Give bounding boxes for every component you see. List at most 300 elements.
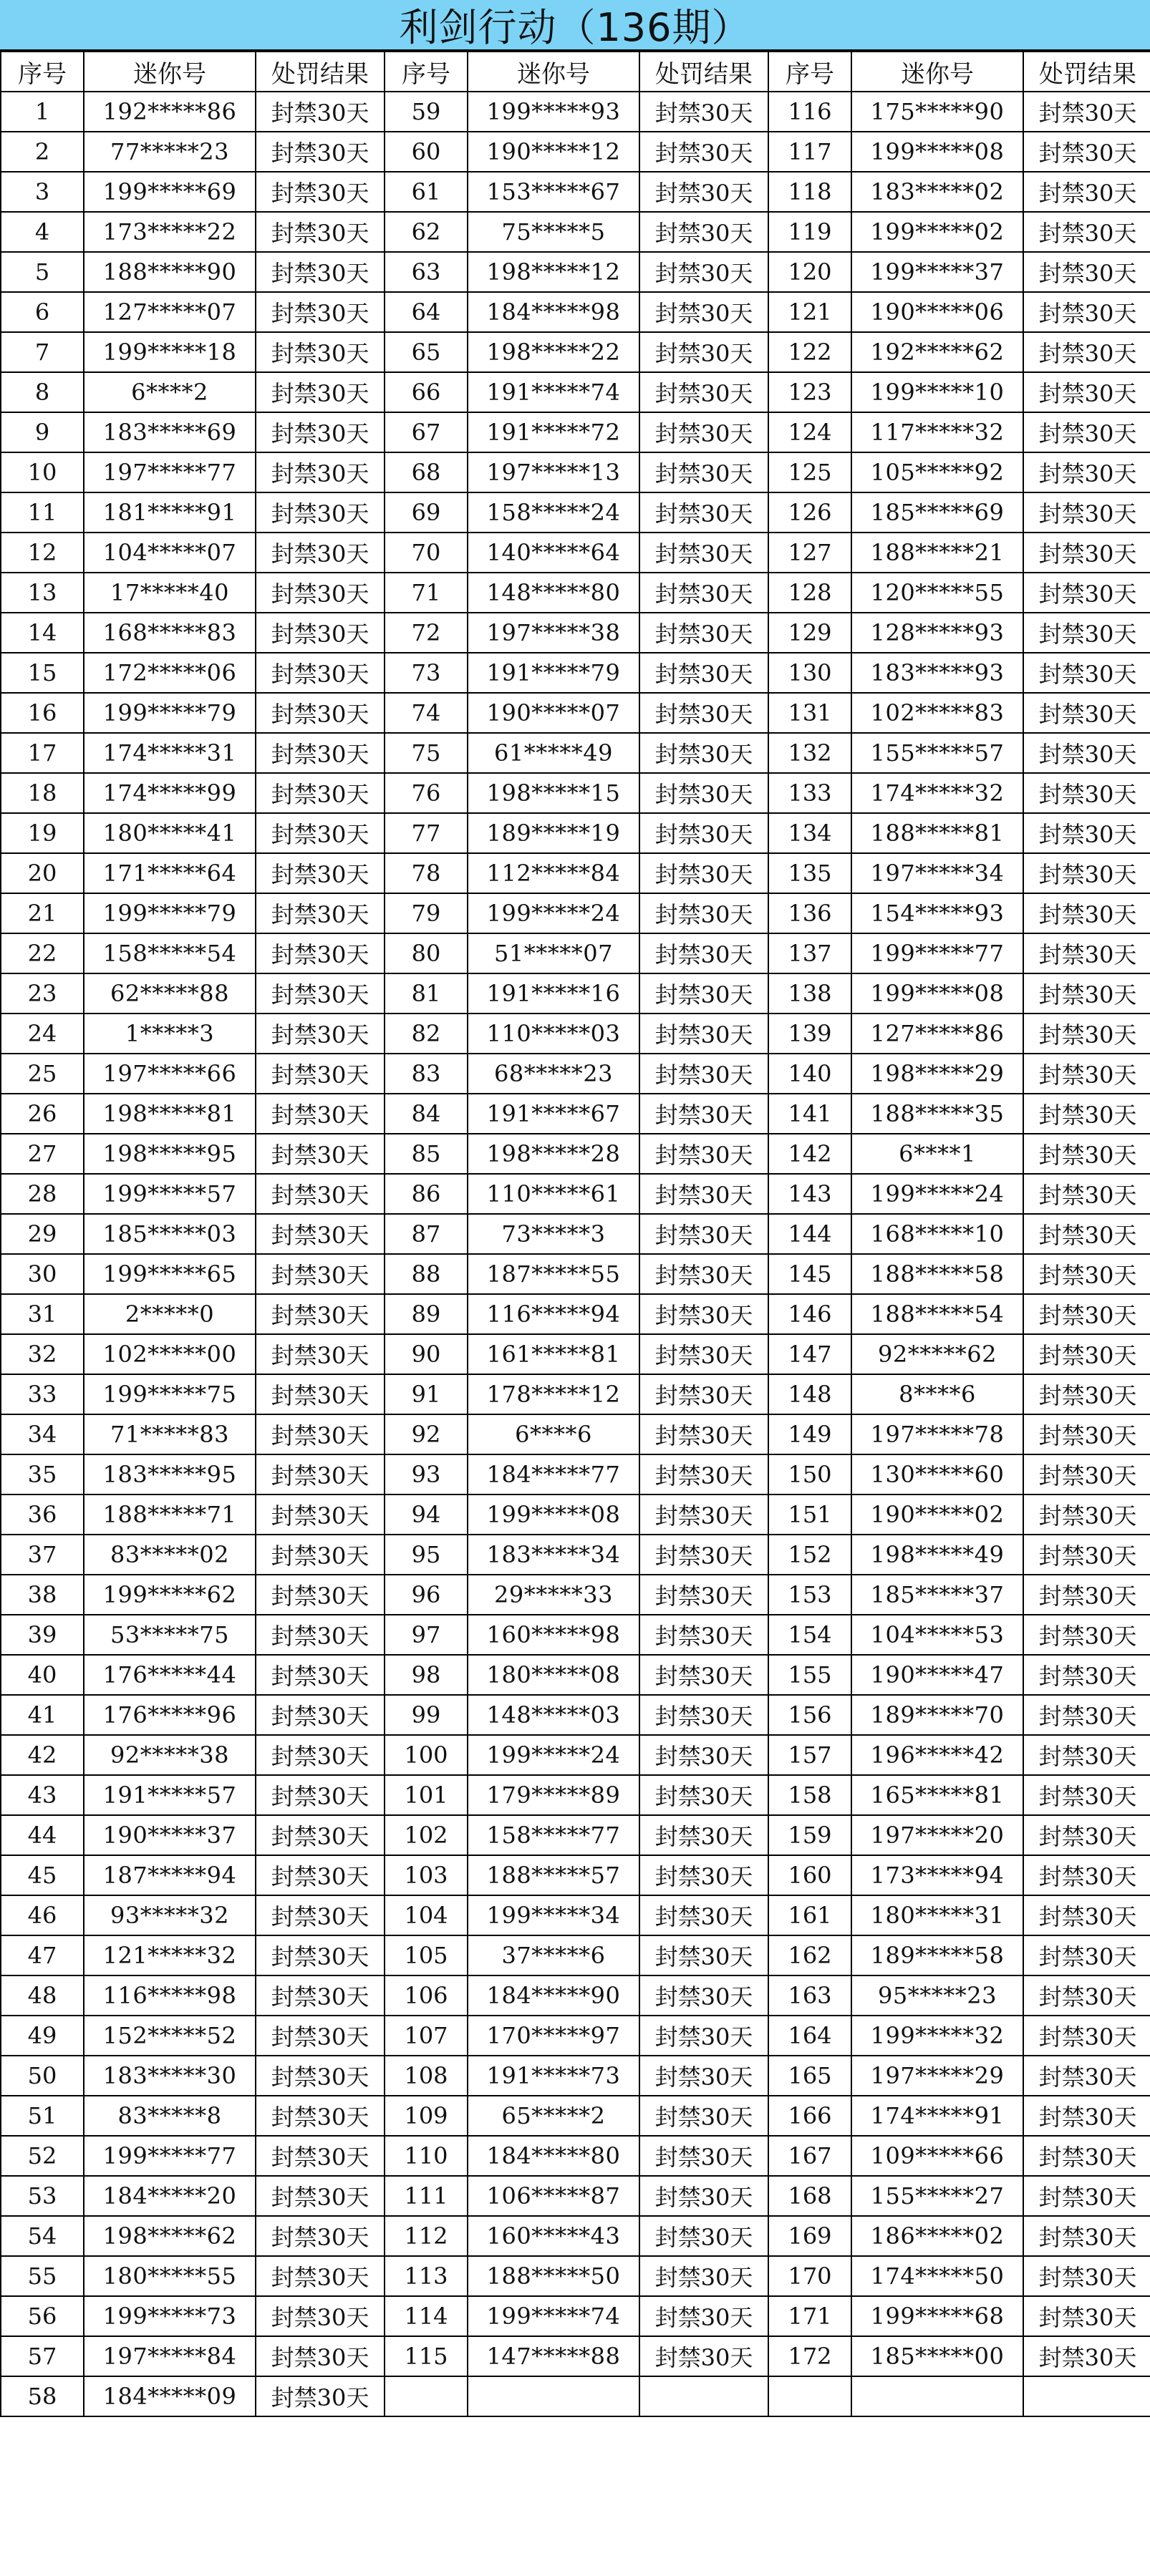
seq-cell: 95: [385, 1535, 468, 1575]
result-cell: 封禁30天: [639, 332, 768, 372]
mini-id-cell: 83*****8: [84, 2096, 256, 2136]
result-cell: 封禁30天: [639, 2296, 768, 2336]
mini-id-cell: 190*****47: [851, 1655, 1023, 1695]
seq-cell: 134: [768, 813, 851, 853]
mini-id-cell: 197*****84: [84, 2336, 256, 2376]
mini-id-cell: 174*****91: [851, 2096, 1023, 2136]
mini-id-cell: 199*****08: [851, 132, 1023, 172]
result-cell: 封禁30天: [256, 172, 385, 212]
result-cell: 封禁30天: [256, 853, 385, 893]
seq-cell: 91: [385, 1374, 468, 1414]
mini-id-cell: 153*****67: [468, 172, 639, 212]
mini-id-cell: 197*****20: [851, 1815, 1023, 1855]
result-cell: 封禁30天: [256, 1134, 385, 1174]
result-cell: 封禁30天: [1023, 1935, 1150, 1975]
seq-cell: 20: [1, 853, 84, 893]
seq-cell: 140: [768, 1054, 851, 1094]
seq-cell: 164: [768, 2016, 851, 2056]
seq-cell: 22: [1, 933, 84, 973]
seq-cell: 77: [385, 813, 468, 853]
result-cell: 封禁30天: [639, 693, 768, 733]
table-row: [1, 412, 1150, 452]
seq-cell: 16: [1, 693, 84, 733]
result-cell: 封禁30天: [639, 372, 768, 412]
mini-id-cell: 199*****93: [468, 92, 639, 132]
seq-cell: 10: [1, 452, 84, 492]
mini-id-cell: 186*****02: [851, 2216, 1023, 2256]
seq-cell: 99: [385, 1695, 468, 1735]
mini-id-cell: 104*****07: [84, 533, 256, 573]
seq-cell: 43: [1, 1775, 84, 1815]
mini-id-cell: 199*****32: [851, 2016, 1023, 2056]
result-cell: 封禁30天: [1023, 452, 1150, 492]
table-row: [1, 1855, 1150, 1895]
mini-id-cell: 198*****95: [84, 1134, 256, 1174]
seq-cell: 37: [1, 1535, 84, 1575]
mini-id-cell: 158*****24: [468, 492, 639, 533]
mini-id-cell: 197*****66: [84, 1054, 256, 1094]
seq-cell: 129: [768, 613, 851, 653]
result-cell: 封禁30天: [1023, 1054, 1150, 1094]
mini-id-cell: 173*****22: [84, 212, 256, 252]
seq-cell: 32: [1, 1334, 84, 1374]
result-cell: 封禁30天: [1023, 1214, 1150, 1254]
result-cell: 封禁30天: [639, 733, 768, 773]
table-row: [1, 1615, 1150, 1655]
seq-cell: 17: [1, 733, 84, 773]
table-row: [1, 2296, 1150, 2336]
seq-cell: 94: [385, 1494, 468, 1535]
result-cell: 封禁30天: [1023, 252, 1150, 292]
seq-cell: 56: [1, 2296, 84, 2336]
result-cell: 封禁30天: [1023, 1535, 1150, 1575]
table-row: [1, 2176, 1150, 2216]
table-row: [1, 2376, 1150, 2416]
mini-id-cell: 102*****00: [84, 1334, 256, 1374]
result-cell: 封禁30天: [639, 1775, 768, 1815]
seq-cell: 58: [1, 2376, 84, 2416]
result-cell: 封禁30天: [256, 412, 385, 452]
result-cell: 封禁30天: [1023, 1655, 1150, 1695]
table-row: [1, 1735, 1150, 1775]
table-row: [1, 92, 1150, 132]
seq-cell: 74: [385, 693, 468, 733]
result-cell: 封禁30天: [256, 773, 385, 813]
seq-cell: 67: [385, 412, 468, 452]
result-cell: 封禁30天: [256, 1975, 385, 2016]
mini-id-cell: 93*****32: [84, 1895, 256, 1935]
result-cell: 封禁30天: [1023, 212, 1150, 252]
result-cell: 封禁30天: [256, 973, 385, 1014]
result-cell: 封禁30天: [1023, 292, 1150, 332]
mini-id-cell: 188*****71: [84, 1494, 256, 1535]
mini-id-cell: 199*****18: [84, 332, 256, 372]
seq-cell: 15: [1, 653, 84, 693]
mini-id-cell: 155*****57: [851, 733, 1023, 773]
result-cell: 封禁30天: [1023, 2296, 1150, 2336]
seq-cell: 128: [768, 573, 851, 613]
mini-id-cell: 1*****3: [84, 1014, 256, 1054]
seq-cell: 123: [768, 372, 851, 412]
result-cell: 封禁30天: [256, 1054, 385, 1094]
seq-cell: 57: [1, 2336, 84, 2376]
mini-id-cell: 180*****41: [84, 813, 256, 853]
seq-cell: 112: [385, 2216, 468, 2256]
seq-cell: 139: [768, 1014, 851, 1054]
seq-cell: 14: [1, 613, 84, 653]
result-cell: 封禁30天: [256, 2376, 385, 2416]
seq-cell: 39: [1, 1615, 84, 1655]
mini-id-cell: 199*****79: [84, 893, 256, 933]
result-cell: 封禁30天: [256, 893, 385, 933]
seq-cell: 2: [1, 132, 84, 172]
table-row: [1, 933, 1150, 973]
result-cell: 封禁30天: [1023, 1975, 1150, 2016]
mini-id-cell: 174*****50: [851, 2256, 1023, 2296]
result-cell: 封禁30天: [639, 252, 768, 292]
table-row: [1, 292, 1150, 332]
result-cell: 封禁30天: [639, 1454, 768, 1494]
seq-cell: 72: [385, 613, 468, 653]
mini-id-cell: 199*****75: [84, 1374, 256, 1414]
mini-id-cell: 199*****37: [851, 252, 1023, 292]
seq-cell: 30: [1, 1254, 84, 1294]
result-cell: 封禁30天: [1023, 492, 1150, 533]
result-cell: 封禁30天: [256, 1494, 385, 1535]
result-cell: 封禁30天: [1023, 2256, 1150, 2296]
seq-cell: 87: [385, 1214, 468, 1254]
mini-id-cell: 191*****73: [468, 2056, 639, 2096]
mini-id-cell: 154*****93: [851, 893, 1023, 933]
mini-id-cell: 198*****62: [84, 2216, 256, 2256]
result-cell: 封禁30天: [256, 1174, 385, 1214]
result-cell: 封禁30天: [639, 813, 768, 853]
result-cell: 封禁30天: [1023, 813, 1150, 853]
result-cell: 封禁30天: [639, 1575, 768, 1615]
seq-cell: 50: [1, 2056, 84, 2096]
table-row: [1, 533, 1150, 573]
mini-id-cell: 199*****62: [84, 1575, 256, 1615]
result-cell: 封禁30天: [256, 2176, 385, 2216]
mini-id-cell: 116*****94: [468, 1294, 639, 1334]
table-row: [1, 733, 1150, 773]
table-row: [1, 1655, 1150, 1695]
seq-cell: 167: [768, 2136, 851, 2176]
mini-id-cell: 198*****49: [851, 1535, 1023, 1575]
seq-cell: 154: [768, 1615, 851, 1655]
table-row: [1, 1535, 1150, 1575]
result-cell: 封禁30天: [256, 2336, 385, 2376]
mini-id-cell: 62*****88: [84, 973, 256, 1014]
seq-cell: 6: [1, 292, 84, 332]
seq-cell: 81: [385, 973, 468, 1014]
mini-id-cell: 168*****10: [851, 1214, 1023, 1254]
mini-id-cell: 188*****21: [851, 533, 1023, 573]
mini-id-cell: 92*****38: [84, 1735, 256, 1775]
header-result: 处罚结果: [256, 52, 385, 92]
mini-id-cell: 198*****22: [468, 332, 639, 372]
table-row: [1, 1294, 1150, 1334]
seq-cell: 79: [385, 893, 468, 933]
table-row: [1, 1374, 1150, 1414]
result-cell: 封禁30天: [256, 1254, 385, 1294]
mini-id-cell: 185*****69: [851, 492, 1023, 533]
mini-id-cell: 173*****94: [851, 1855, 1023, 1895]
result-cell: 封禁30天: [639, 212, 768, 252]
seq-cell: 35: [1, 1454, 84, 1494]
result-cell: 封禁30天: [1023, 172, 1150, 212]
seq-cell: 45: [1, 1855, 84, 1895]
mini-id-cell: 187*****94: [84, 1855, 256, 1895]
seq-cell: 143: [768, 1174, 851, 1214]
mini-id-cell: 187*****55: [468, 1254, 639, 1294]
mini-id-cell: 189*****70: [851, 1695, 1023, 1735]
seq-cell: 27: [1, 1134, 84, 1174]
table-row: [1, 1695, 1150, 1735]
result-cell: 封禁30天: [639, 2216, 768, 2256]
result-cell: 封禁30天: [256, 653, 385, 693]
mini-id-cell: 180*****55: [84, 2256, 256, 2296]
result-cell: 封禁30天: [1023, 733, 1150, 773]
mini-id-cell: 191*****74: [468, 372, 639, 412]
mini-id-cell: 188*****50: [468, 2256, 639, 2296]
seq-cell: 171: [768, 2296, 851, 2336]
seq-cell: 131: [768, 693, 851, 733]
mini-id-cell: 121*****32: [84, 1935, 256, 1975]
mini-id-cell: 73*****3: [468, 1214, 639, 1254]
mini-id-cell: 174*****32: [851, 773, 1023, 813]
seq-cell: 157: [768, 1735, 851, 1775]
seq-cell: 47: [1, 1935, 84, 1975]
seq-cell: 71: [385, 573, 468, 613]
table-row: [1, 2016, 1150, 2056]
result-cell: 封禁30天: [1023, 2176, 1150, 2216]
result-cell: 封禁30天: [256, 1214, 385, 1254]
mini-id-cell: 183*****34: [468, 1535, 639, 1575]
table-row: [1, 2336, 1150, 2376]
table-row: [1, 1575, 1150, 1615]
table-row: [1, 2056, 1150, 2096]
result-cell: 封禁30天: [1023, 533, 1150, 573]
seq-cell: 28: [1, 1174, 84, 1214]
seq-cell: 63: [385, 252, 468, 292]
mini-id-cell: 37*****6: [468, 1935, 639, 1975]
mini-id-cell: 199*****77: [851, 933, 1023, 973]
result-cell: 封禁30天: [639, 2096, 768, 2136]
mini-id-cell: 184*****09: [84, 2376, 256, 2416]
result-cell: 封禁30天: [639, 492, 768, 533]
result-cell: 封禁30天: [1023, 693, 1150, 733]
mini-id-cell: 155*****27: [851, 2176, 1023, 2216]
header-mini-id: 迷你号: [851, 52, 1023, 92]
seq-cell: 3: [1, 172, 84, 212]
result-cell: 封禁30天: [1023, 1815, 1150, 1855]
mini-id-cell: 190*****02: [851, 1494, 1023, 1535]
mini-id-cell: 199*****10: [851, 372, 1023, 412]
mini-id-cell: 190*****07: [468, 693, 639, 733]
mini-id-cell: 127*****07: [84, 292, 256, 332]
mini-id-cell: 116*****98: [84, 1975, 256, 2016]
result-cell: 封禁30天: [639, 2336, 768, 2376]
mini-id-cell: 6****1: [851, 1134, 1023, 1174]
seq-cell: 65: [385, 332, 468, 372]
empty-cell: [768, 2376, 851, 2416]
result-cell: 封禁30天: [256, 92, 385, 132]
seq-cell: 76: [385, 773, 468, 813]
mini-id-cell: 199*****02: [851, 212, 1023, 252]
mini-id-cell: 188*****54: [851, 1294, 1023, 1334]
seq-cell: 170: [768, 2256, 851, 2296]
result-cell: 封禁30天: [1023, 2336, 1150, 2376]
seq-cell: 93: [385, 1454, 468, 1494]
table-row: [1, 172, 1150, 212]
mini-id-cell: 102*****83: [851, 693, 1023, 733]
result-cell: 封禁30天: [639, 1615, 768, 1655]
mini-id-cell: 104*****53: [851, 1615, 1023, 1655]
table-row: [1, 1975, 1150, 2016]
table-row: [1, 853, 1150, 893]
mini-id-cell: 197*****78: [851, 1414, 1023, 1454]
table-row: [1, 492, 1150, 533]
result-cell: 封禁30天: [256, 2096, 385, 2136]
seq-cell: 132: [768, 733, 851, 773]
seq-cell: 121: [768, 292, 851, 332]
result-cell: 封禁30天: [1023, 853, 1150, 893]
seq-cell: 113: [385, 2256, 468, 2296]
result-cell: 封禁30天: [256, 813, 385, 853]
header-row: [1, 52, 1150, 92]
mini-id-cell: 183*****95: [84, 1454, 256, 1494]
seq-cell: 33: [1, 1374, 84, 1414]
mini-id-cell: 29*****33: [468, 1575, 639, 1615]
result-cell: 封禁30天: [256, 2296, 385, 2336]
result-cell: 封禁30天: [639, 1895, 768, 1935]
table-row: [1, 2216, 1150, 2256]
seq-cell: 44: [1, 1815, 84, 1855]
seq-cell: 153: [768, 1575, 851, 1615]
table-row: [1, 1334, 1150, 1374]
result-cell: 封禁30天: [1023, 412, 1150, 452]
result-cell: 封禁30天: [256, 492, 385, 533]
result-cell: 封禁30天: [1023, 1775, 1150, 1815]
result-cell: 封禁30天: [256, 1775, 385, 1815]
mini-id-cell: 197*****13: [468, 452, 639, 492]
seq-cell: 1: [1, 92, 84, 132]
seq-cell: 51: [1, 2096, 84, 2136]
mini-id-cell: 158*****77: [468, 1815, 639, 1855]
mini-id-cell: 174*****31: [84, 733, 256, 773]
result-cell: 封禁30天: [256, 1094, 385, 1134]
mini-id-cell: 199*****74: [468, 2296, 639, 2336]
seq-cell: 149: [768, 1414, 851, 1454]
mini-id-cell: 165*****81: [851, 1775, 1023, 1815]
empty-cell: [468, 2376, 639, 2416]
result-cell: 封禁30天: [256, 1334, 385, 1374]
result-cell: 封禁30天: [256, 132, 385, 172]
table-row: [1, 893, 1150, 933]
mini-id-cell: 199*****24: [468, 1735, 639, 1775]
result-cell: 封禁30天: [639, 1334, 768, 1374]
result-cell: 封禁30天: [256, 1855, 385, 1895]
result-cell: 封禁30天: [256, 2136, 385, 2176]
mini-id-cell: 148*****80: [468, 573, 639, 613]
seq-cell: 23: [1, 973, 84, 1014]
mini-id-cell: 185*****03: [84, 1214, 256, 1254]
table-row: [1, 1174, 1150, 1214]
seq-cell: 96: [385, 1575, 468, 1615]
mini-id-cell: 198*****29: [851, 1054, 1023, 1094]
result-cell: 封禁30天: [256, 1575, 385, 1615]
seq-cell: 75: [385, 733, 468, 773]
seq-cell: 49: [1, 2016, 84, 2056]
result-cell: 封禁30天: [1023, 2056, 1150, 2096]
mini-id-cell: 199*****68: [851, 2296, 1023, 2336]
mini-id-cell: 191*****16: [468, 973, 639, 1014]
mini-id-cell: 191*****67: [468, 1094, 639, 1134]
mini-id-cell: 197*****29: [851, 2056, 1023, 2096]
mini-id-cell: 112*****84: [468, 853, 639, 893]
result-cell: 封禁30天: [1023, 1695, 1150, 1735]
mini-id-cell: 185*****37: [851, 1575, 1023, 1615]
result-cell: 封禁30天: [639, 1174, 768, 1214]
mini-id-cell: 127*****86: [851, 1014, 1023, 1054]
seq-cell: 145: [768, 1254, 851, 1294]
result-cell: 封禁30天: [1023, 2016, 1150, 2056]
result-cell: 封禁30天: [639, 1975, 768, 2016]
result-cell: 封禁30天: [639, 893, 768, 933]
seq-cell: 111: [385, 2176, 468, 2216]
mini-id-cell: 168*****83: [84, 613, 256, 653]
mini-id-cell: 188*****57: [468, 1855, 639, 1895]
mini-id-cell: 109*****66: [851, 2136, 1023, 2176]
result-cell: 封禁30天: [639, 613, 768, 653]
mini-id-cell: 189*****19: [468, 813, 639, 853]
result-cell: 封禁30天: [1023, 2136, 1150, 2176]
result-cell: 封禁30天: [639, 1134, 768, 1174]
mini-id-cell: 83*****02: [84, 1535, 256, 1575]
mini-id-cell: 198*****28: [468, 1134, 639, 1174]
mini-id-cell: 185*****00: [851, 2336, 1023, 2376]
seq-cell: 110: [385, 2136, 468, 2176]
mini-id-cell: 179*****89: [468, 1775, 639, 1815]
result-cell: 封禁30天: [639, 533, 768, 573]
result-cell: 封禁30天: [639, 1094, 768, 1134]
table-row: [1, 1054, 1150, 1094]
result-cell: 封禁30天: [256, 693, 385, 733]
result-cell: 封禁30天: [1023, 1374, 1150, 1414]
table-row: [1, 2136, 1150, 2176]
mini-id-cell: 6****6: [468, 1414, 639, 1454]
mini-id-cell: 198*****12: [468, 252, 639, 292]
seq-cell: 107: [385, 2016, 468, 2056]
result-cell: 封禁30天: [256, 613, 385, 653]
seq-cell: 73: [385, 653, 468, 693]
seq-cell: 116: [768, 92, 851, 132]
mini-id-cell: 183*****02: [851, 172, 1023, 212]
seq-cell: 46: [1, 1895, 84, 1935]
seq-cell: 155: [768, 1655, 851, 1695]
mini-id-cell: 174*****99: [84, 773, 256, 813]
table-row: [1, 773, 1150, 813]
seq-cell: 25: [1, 1054, 84, 1094]
mini-id-cell: 160*****43: [468, 2216, 639, 2256]
table-row: [1, 1014, 1150, 1054]
seq-cell: 126: [768, 492, 851, 533]
seq-cell: 9: [1, 412, 84, 452]
result-cell: 封禁30天: [1023, 773, 1150, 813]
mini-id-cell: 71*****83: [84, 1414, 256, 1454]
result-cell: 封禁30天: [639, 2256, 768, 2296]
